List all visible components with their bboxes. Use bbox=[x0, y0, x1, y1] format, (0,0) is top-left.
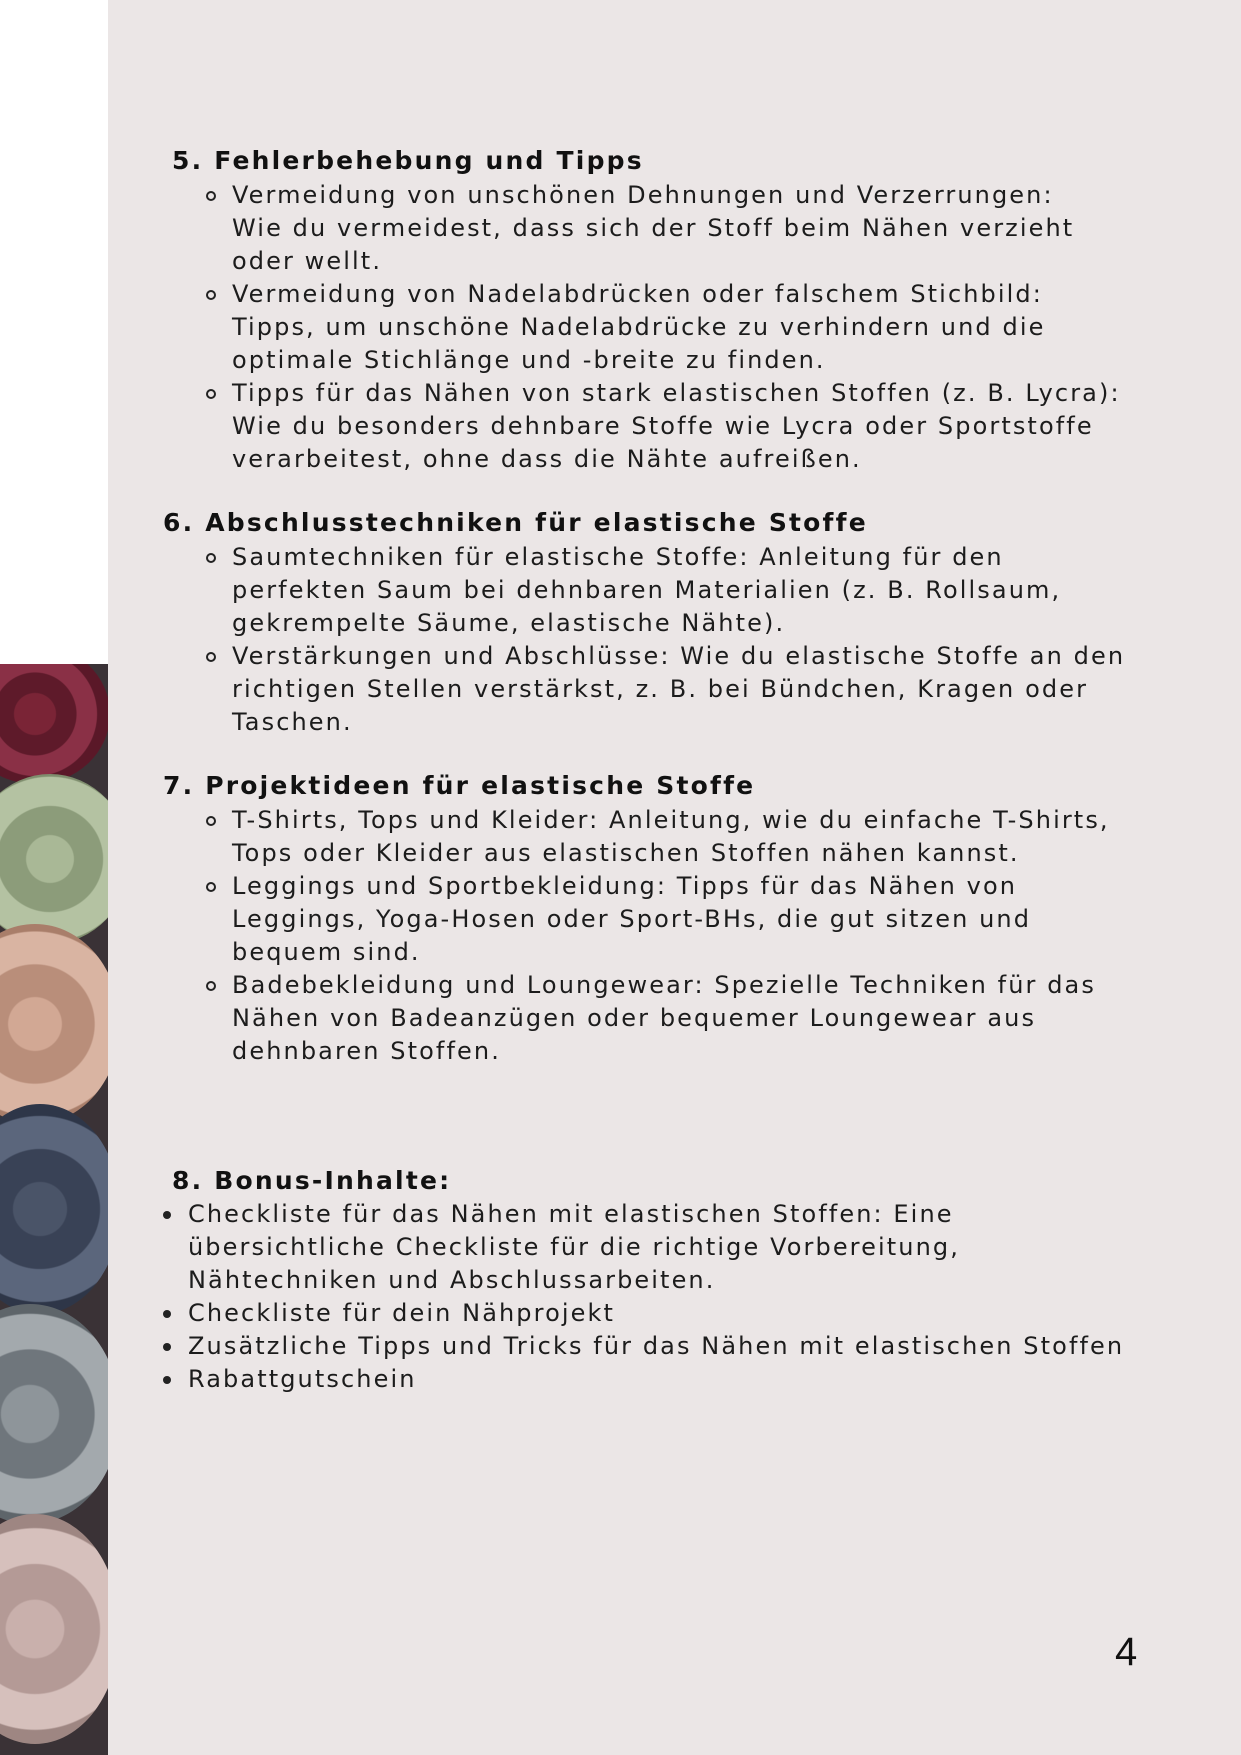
list-item: Tipps für das Nähen von stark elastischen Stoffen (z. B. Lycra): Wie du besonders dehnbare Stoffe wie Lycra oder Sportstoffe verarbeitest, ohne dass die Nähte aufreißen. bbox=[232, 377, 1232, 476]
list-item: Zusätzliche Tipps und Tricks für das Nähen mit elastischen Stoffen bbox=[188, 1330, 1228, 1363]
fabric-rolls-photo bbox=[0, 664, 108, 1755]
section-list-5 bbox=[232, 179, 1232, 476]
list-item: Saumtechniken für elastische Stoffe: Anleitung für den perfekten Saum bei dehnbaren Materialien (z. B. Rollsaum, gekrempelte Säume, elastische Nähte). bbox=[232, 541, 1232, 640]
list-item: Checkliste für dein Nähprojekt bbox=[188, 1297, 1228, 1330]
page bbox=[108, 0, 1241, 1755]
list-item: Checkliste für das Nähen mit elastischen Stoffen: Eine übersichtliche Checkliste für die richtige Vorbereitung, Nähtechniken und Abschlussarbeiten. bbox=[188, 1198, 1228, 1297]
list-item: Rabattgutschein bbox=[188, 1363, 1228, 1396]
list-item: Verstärkungen und Abschlüsse: Wie du elastische Stoffe an den richtigen Stellen verstärkst, z. B. bei Bündchen, Kragen oder Taschen. bbox=[232, 640, 1232, 739]
page-content bbox=[108, 0, 1241, 1755]
section-list-6 bbox=[232, 541, 1232, 739]
section-list-8 bbox=[188, 1198, 1228, 1396]
section-heading-8: 8. Bonus-Inhalte: bbox=[172, 1166, 452, 1195]
list-item: Vermeidung von unschönen Dehnungen und Verzerrungen: Wie du vermeidest, dass sich der Stoff beim Nähen verzieht oder wellt. bbox=[232, 179, 1232, 278]
list-item: Leggings und Sportbekleidung: Tipps für das Nähen von Leggings, Yoga-Hosen oder Sport-BHs, die gut sitzen und bequem sind. bbox=[232, 870, 1232, 969]
section-heading-5: 5. Fehlerbehebung und Tipps bbox=[172, 146, 644, 175]
list-item: Vermeidung von Nadelabdrücken oder falschem Stichbild: Tipps, um unschöne Nadelabdrücke zu verhindern und die optimale Stichlänge und -breite zu finden. bbox=[232, 278, 1232, 377]
page-number: 4 bbox=[1115, 1630, 1138, 1674]
list-item: T-Shirts, Tops und Kleider: Anleitung, wie du einfache T-Shirts, Tops oder Kleider aus elastischen Stoffen nähen kannst. bbox=[232, 804, 1232, 870]
section-heading-6: 6. Abschlusstechniken für elastische Stoffe bbox=[163, 508, 868, 537]
section-heading-7: 7. Projektideen für elastische Stoffe bbox=[163, 771, 756, 800]
list-item: Badebekleidung und Loungewear: Spezielle Techniken für das Nähen von Badeanzügen oder bequemer Loungewear aus dehnbaren Stoffen. bbox=[232, 969, 1232, 1068]
section-list-7 bbox=[232, 804, 1232, 1068]
